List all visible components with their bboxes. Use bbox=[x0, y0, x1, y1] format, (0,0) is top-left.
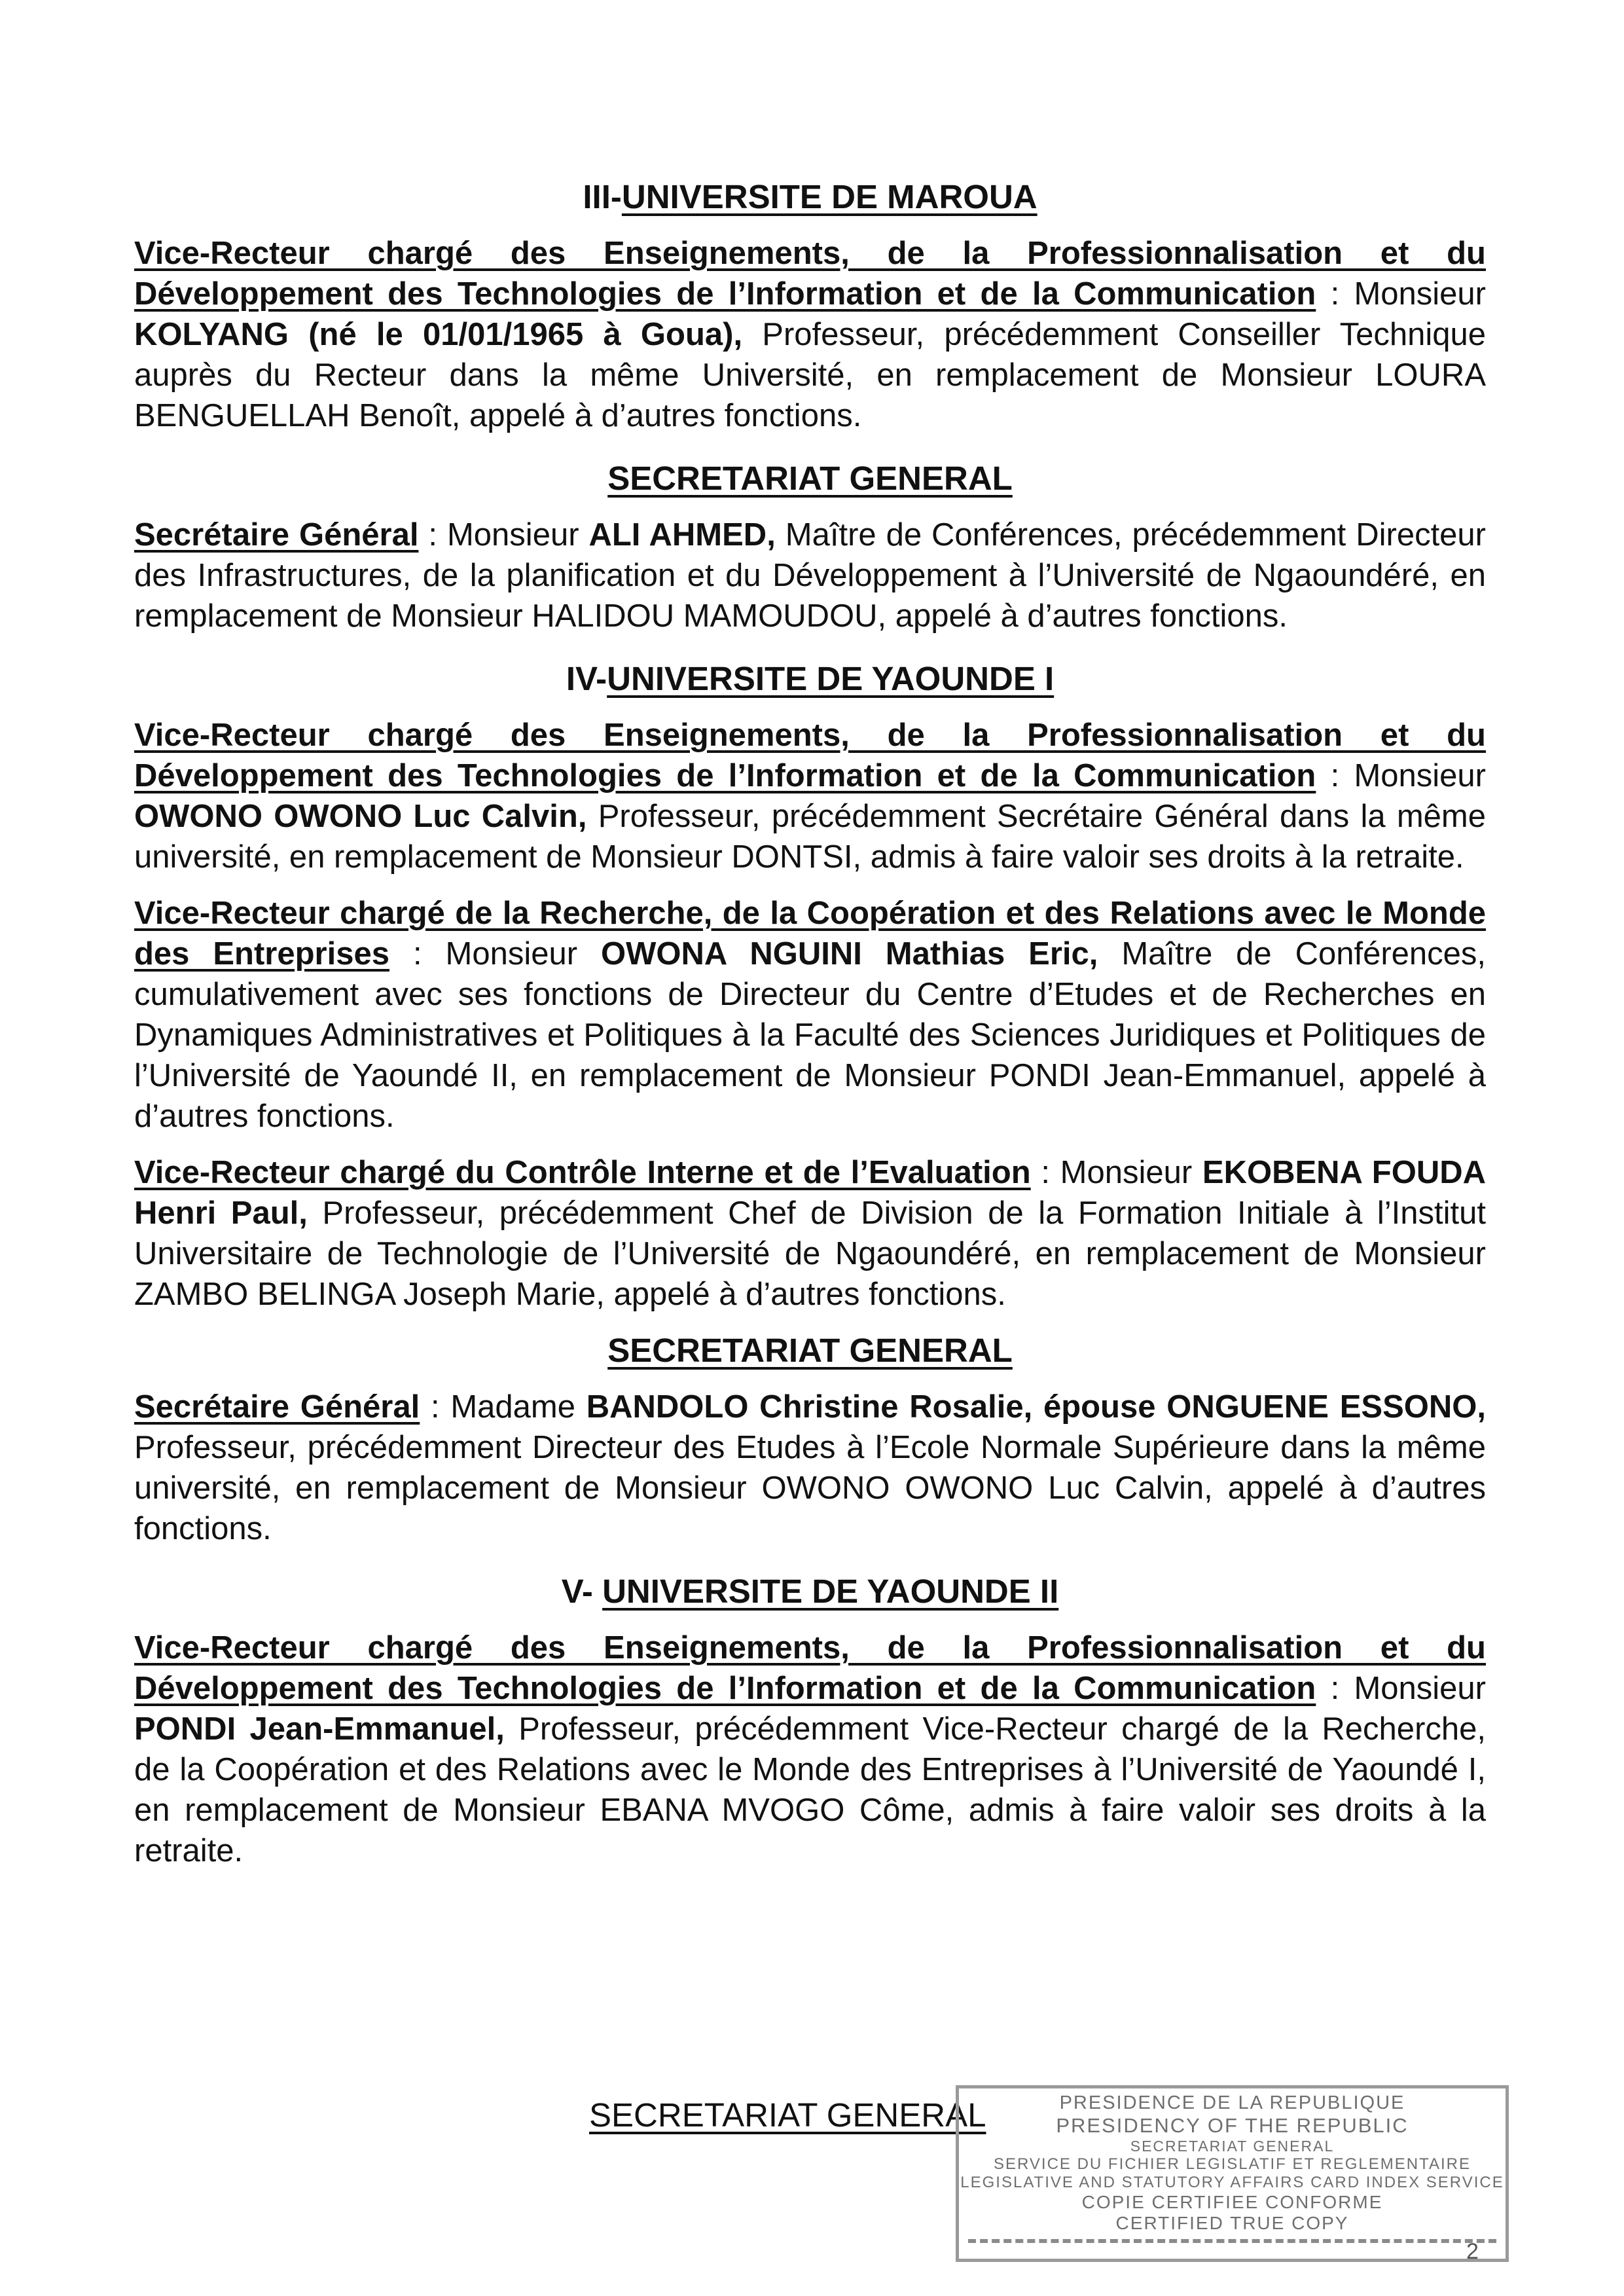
salutation: Monsieur bbox=[1354, 276, 1486, 312]
separator: : bbox=[418, 517, 447, 553]
separator: : bbox=[1316, 1671, 1354, 1706]
role-title: Secrétaire Général bbox=[134, 1389, 420, 1425]
appointment-paragraph bbox=[134, 715, 1486, 877]
stamp-line: LEGISLATIVE AND STATUTORY AFFAIRS CARD INDEX SERVICE bbox=[960, 2174, 1504, 2191]
role-title: Secrétaire Général bbox=[134, 517, 419, 553]
separator: : bbox=[389, 936, 446, 972]
stamp-line: SECRETARIAT GENERAL bbox=[1130, 2138, 1335, 2155]
page-number: 2 bbox=[1466, 2239, 1479, 2264]
section-number: V- bbox=[561, 1573, 603, 1610]
role-title: Vice-Recteur chargé du Contrôle Interne et de l’Evaluation bbox=[134, 1155, 1031, 1190]
salutation: Monsieur bbox=[1354, 758, 1486, 793]
salutation: Monsieur bbox=[1354, 1671, 1486, 1706]
separator: : bbox=[420, 1389, 451, 1425]
section-heading-yaounde2 bbox=[134, 1571, 1486, 1612]
role-title: Vice-Recteur chargé de la Recherche, de la Coopération et des Relations avec le Monde des Entreprises bbox=[134, 896, 1486, 972]
salutation: Monsieur bbox=[445, 936, 601, 972]
section-number: III- bbox=[583, 178, 622, 215]
role-title: Vice-Recteur chargé des Enseignements, de la Professionnalisation et du Développement des Technologies de l’Information et de la Communication bbox=[134, 236, 1486, 312]
appointee-name: PONDI Jean-Emmanuel, bbox=[134, 1711, 505, 1747]
appointment-details: Professeur, précédemment Secrétaire Général dans la même université, en remplacement de Monsieur DONTSI, admis à faire valoir ses droits à la retraite. bbox=[134, 799, 1486, 875]
appointment-details: Professeur, précédemment Vice-Recteur chargé de la Recherche, de la Coopération et des Relations avec le Monde des Entreprises à l’Université de Yaoundé I, en remplacement de Monsieur EBANA MVOGO Côme, admis à faire valoir ses droits à la retraite. bbox=[134, 1711, 1486, 1868]
appointee-name: KOLYANG (né le 01/01/1965 à Goua), bbox=[134, 317, 743, 352]
subsection-heading bbox=[134, 458, 1486, 499]
appointment-details: Maître de Conférences, cumulativement avec ses fonctions de Directeur du Centre d’Etudes et de Recherches en Dynamiques Administratives et Politiques à la Faculté des Sciences Juridiques et Politiques de l’Université de Yaoundé II, en remplacement de Monsieur PONDI Jean-Emmanuel, appelé à d’autres fonctions. bbox=[134, 936, 1487, 1134]
stamp-line: COPIE CERTIFIEE CONFORME bbox=[1081, 2192, 1383, 2212]
appointment-paragraph bbox=[134, 1387, 1486, 1549]
subsection-heading bbox=[134, 1330, 1486, 1371]
appointment-paragraph bbox=[134, 233, 1486, 436]
appointment-details: Professeur, précédemment Conseiller Technique auprès du Recteur dans la même Université, en remplacement de Monsieur LOURA BENGUELLAH Benoît, appelé à d’autres fonctions. bbox=[134, 317, 1486, 433]
appointee-name: EKOBENA FOUDA Henri Paul, bbox=[134, 1155, 1487, 1231]
stamp-line: SERVICE DU FICHIER LEGISLATIF ET REGLEMENTAIRE bbox=[993, 2155, 1471, 2173]
certification-stamp bbox=[956, 2085, 1509, 2262]
appointee-name: OWONO OWONO Luc Calvin, bbox=[134, 799, 587, 834]
appointee-name: OWONA NGUINI Mathias Eric, bbox=[600, 936, 1098, 972]
subsection-title: SECRETARIAT GENERAL bbox=[589, 2096, 986, 2134]
stamp-dashed-border bbox=[968, 2239, 1496, 2251]
salutation: Monsieur bbox=[446, 517, 589, 553]
appointment-paragraph bbox=[134, 1152, 1486, 1315]
separator: : bbox=[1030, 1155, 1060, 1190]
salutation: Madame bbox=[450, 1389, 586, 1425]
subsection-heading-bottom bbox=[589, 2095, 986, 2136]
section-title: UNIVERSITE DE YAOUNDE II bbox=[602, 1573, 1059, 1610]
stamp-line: CERTIFIED TRUE COPY bbox=[1115, 2213, 1349, 2233]
section-number: IV- bbox=[566, 660, 607, 697]
appointment-details: Professeur, précédemment Chef de Division de la Formation Initiale à l’Institut Universitaire de Technologie de l’Université de Ngaoundéré, en remplacement de Monsieur ZAMBO BELINGA Joseph Marie, appelé à d’autres fonctions. bbox=[134, 1195, 1487, 1312]
appointment-paragraph bbox=[134, 893, 1486, 1137]
role-title: Vice-Recteur chargé des Enseignements, de la Professionnalisation et du Développement des Technologies de l’Information et de la Communication bbox=[134, 718, 1486, 793]
separator: : bbox=[1316, 758, 1354, 793]
appointment-details: Professeur, précédemment Directeur des Etudes à l’Ecole Normale Supérieure dans la même université, en remplacement de Monsieur OWONO OWONO Luc Calvin, appelé à d’autres fonctions. bbox=[134, 1430, 1486, 1546]
document-page bbox=[134, 177, 1486, 1871]
section-heading-yaounde1 bbox=[134, 659, 1486, 699]
separator: : bbox=[1316, 276, 1354, 312]
appointee-name: ALI AHMED, bbox=[588, 517, 776, 553]
subsection-title: SECRETARIAT GENERAL bbox=[607, 460, 1013, 497]
stamp-line: PRESIDENCY OF THE REPUBLIC bbox=[1056, 2114, 1409, 2137]
salutation: Monsieur bbox=[1060, 1155, 1202, 1190]
section-heading-maroua bbox=[134, 177, 1486, 217]
subsection-title: SECRETARIAT GENERAL bbox=[607, 1332, 1013, 1369]
appointment-paragraph bbox=[134, 515, 1486, 636]
role-title: Vice-Recteur chargé des Enseignements, de la Professionnalisation et du Développement des Technologies de l’Information et de la Communication bbox=[134, 1630, 1486, 1706]
appointee-name: BANDOLO Christine Rosalie, épouse ONGUENE ESSONO, bbox=[586, 1389, 1486, 1425]
stamp-line: PRESIDENCE DE LA REPUBLIQUE bbox=[1059, 2092, 1405, 2113]
section-title: UNIVERSITE DE YAOUNDE I bbox=[607, 660, 1055, 697]
appointment-paragraph bbox=[134, 1628, 1486, 1871]
appointment-details: Maître de Conférences, précédemment Directeur des Infrastructures, de la planification et du Développement à l’Université de Ngaoundéré, en remplacement de Monsieur HALIDOU MAMOUDOU, appelé à d’autres fonctions. bbox=[134, 517, 1487, 634]
section-title: UNIVERSITE DE MAROUA bbox=[621, 178, 1038, 215]
